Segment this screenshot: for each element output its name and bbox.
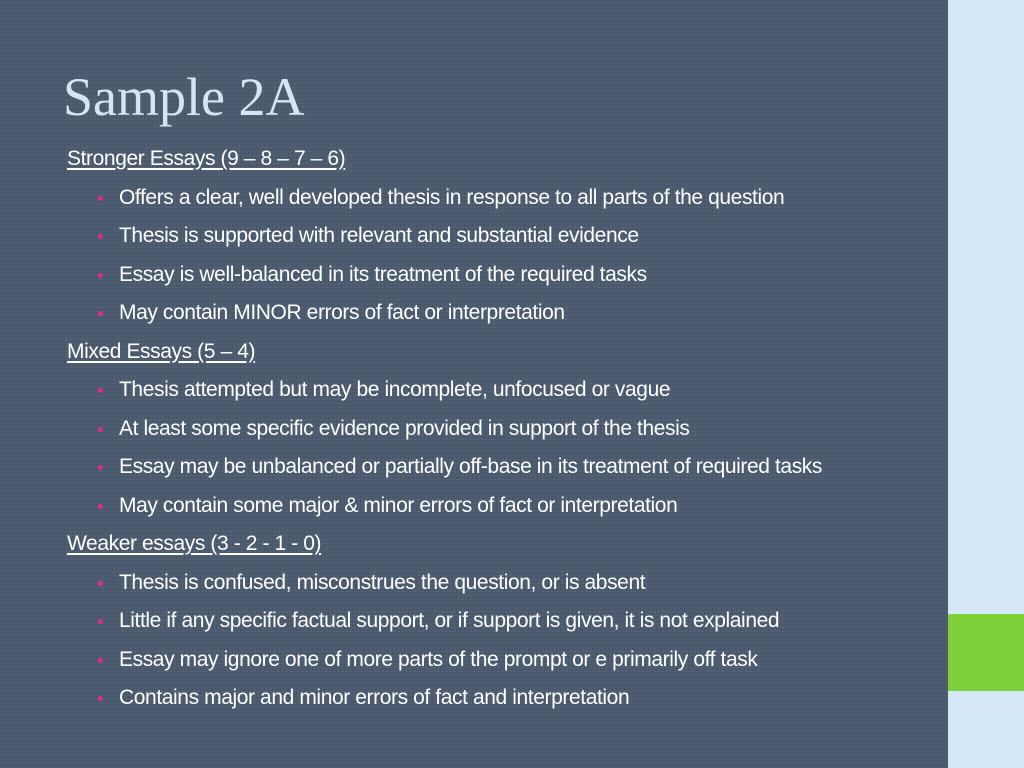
bullet-text: Essay is well-balanced in its treatment of the required tasks [119,262,647,286]
bullet-text: Offers a clear, well developed thesis in response to all parts of the question [119,185,785,209]
bullet-text: Essay may ignore one of more parts of the prompt or e primarily off task [119,647,758,671]
section-heading-stronger: Stronger Essays (9 – 8 – 7 – 6) [67,147,346,170]
bullet-dot-icon [98,581,103,586]
slide-content [67,140,937,718]
bullet-text: Thesis is confused, misconstrues the question, or is absent [119,570,646,594]
bullet-dot-icon [98,465,103,470]
bullet-dot-icon [98,658,103,663]
bullet-text: Contains major and minor errors of fact and interpretation [119,686,630,709]
bullet-dot-icon [98,696,103,701]
bullet-dot-icon [98,196,103,201]
bullet-item [67,294,937,333]
section-heading-weaker: Weaker essays (3 - 2 - 1 - 0) [67,532,322,555]
bullet-item [67,256,937,295]
bullet-dot-icon [98,388,103,393]
bullet-text: May contain MINOR errors of fact or interpretation [119,301,565,324]
bullet-item [67,371,937,410]
bullet-dot-icon [98,311,103,316]
bullet-text: Thesis is supported with relevant and substantial evidence [119,224,639,247]
bullet-dot-icon [98,273,103,278]
accent-block-decoration [948,614,1024,691]
bullet-item [67,679,937,718]
bullet-item [67,641,937,680]
bullet-dot-icon [98,504,103,509]
bullet-dot-icon [98,619,103,624]
bullet-dot-icon [98,427,103,432]
bullet-text: Little if any specific factual support, or if support is given, it is not explained [119,609,780,632]
bullet-item [67,410,937,449]
bullet-item [67,487,937,526]
bullet-item [67,448,937,487]
slide-title: Sample 2A [63,67,305,127]
bullet-dot-icon [98,234,103,239]
bullet-list-stronger [67,179,937,333]
bullet-list-weaker [67,564,937,718]
bullet-text: May contain some major & minor errors of fact or interpretation [119,493,678,517]
bullet-text: Thesis attempted but may be incomplete, unfocused or vague [119,378,671,401]
bullet-item [67,179,937,218]
bullet-text: At least some specific evidence provided in support of the thesis [119,416,690,440]
bullet-item [67,217,937,256]
bullet-list-mixed [67,371,937,525]
bullet-item [67,602,937,641]
section-heading-mixed: Mixed Essays (5 – 4) [67,339,256,363]
bullet-item [67,564,937,603]
bullet-text: Essay may be unbalanced or partially off-base in its treatment of required tasks [119,455,822,478]
